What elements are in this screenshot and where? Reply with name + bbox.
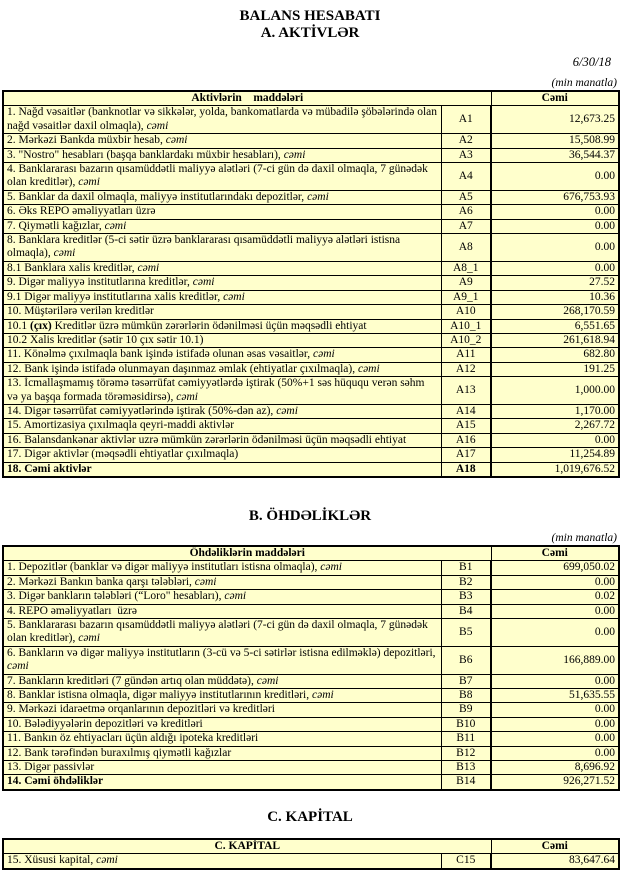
row-code: A11 [441,348,491,362]
row-code: B5 [441,619,491,647]
row-value: 0.00 [491,575,619,589]
row-label-text: 13. İcmallaşmamış törəmə təsərrüfat cəmiyyətlərdə iştirak (50%+1 səs hüququ verən səhm və ya başqa formada törəməsidirsə), [7,377,428,403]
row-label-text: (çıx) [30,319,52,332]
row-label-text: 2. Mərkəzi Bankda müxbir hesab, [7,134,166,147]
capital-table [2,838,620,870]
row-label-text: 14. Cəmi öhdəliklər [7,775,104,788]
row-code: A18 [441,462,491,477]
report-date: 6/30/18 [572,55,611,69]
row-value: 191.25 [491,362,619,376]
row-code: B2 [441,575,491,589]
row-label-text: 4. REPO əməliyyatları üzrə [7,604,137,617]
capital-header-label: C. KAPİTAL [3,839,491,854]
row-label [3,703,441,717]
table-row [3,319,619,333]
table-row [3,674,619,688]
row-label-text: 8. Banklara kreditlər (5-ci sətir üzrə banklararası qısamüddətli maliyyə alətləri istisna olmaqla), [7,234,403,260]
row-label-text: 8.1 Banklara xalis kreditlər, [7,261,138,274]
section-a-title: A. AKTİVLƏR [260,25,360,41]
capital-header-total: Cəmi [491,839,619,854]
table-row [3,732,619,746]
row-label-text: cəmi [192,276,215,289]
row-label-text: Kreditlər üzrə mümkün zərərlərin ödənilməsi üçün məqsədli ehtiyat [51,319,367,332]
row-value: 1,019,676.52 [491,462,619,477]
row-label [3,448,441,462]
table-row [3,163,619,191]
table-row [3,854,619,869]
row-label-text: cəmi [256,674,279,687]
table-row [3,604,619,618]
table-row [3,362,619,376]
row-value: 682.80 [491,348,619,362]
row-value: 0.00 [491,219,619,233]
table-row [3,448,619,462]
row-label-text: 8. Banklar istisna olmaqla, digər maliyyə institutlarının kreditləri, [7,689,313,702]
row-value: 699,050.02 [491,561,619,575]
row-label [3,290,441,304]
table-row [3,590,619,604]
row-label [3,646,441,674]
row-label-text: 15. Xüsusi kapital, [7,854,97,867]
liabilities-header-total: Cəmi [491,546,619,561]
assets-header-label: Aktivlərin maddələri [3,91,491,106]
row-label [3,561,441,575]
row-code: A12 [441,362,491,376]
row-code: B3 [441,590,491,604]
row-value: 1,000.00 [491,377,619,405]
row-code: B8 [441,689,491,703]
table-row [3,703,619,717]
table-row [3,433,619,447]
row-label-text: 1. Nağd vəsaitlər (banknotlar və sikkələr, yolda, bankomatlarda və mübadilə şöbələrində olan nağd vəsaitlər daxil olmaqla), [7,106,440,132]
row-label [3,746,441,760]
row-label-text: 12. Bank işində istifadə olunmayan daşınmaz əmlak (ehtiyatlar çıxılmaqla), [7,362,358,375]
row-value: 27.52 [491,276,619,290]
row-value: 2,267.72 [491,419,619,433]
row-label-text: 5. Banklar da daxil olmaqla, maliyyə institutlarındakı depozitlər, [7,190,308,203]
row-label-text: cəmi [78,632,100,645]
row-label-text: cəmi [283,148,306,161]
row-label-text: 10. Müştərilərə verilən kreditlər [7,305,154,318]
row-value: 0.00 [491,163,619,191]
unit-note-liabilities: (min manatla) [551,531,617,544]
row-value: 261,618.94 [491,333,619,347]
row-label-text: cəmi [146,119,169,132]
row-label-text: 1. Depozitlər (banklar və digər maliyyə institutları istisna olmaqla), [7,561,321,574]
row-label [3,689,441,703]
liabilities-header-row [3,546,619,561]
row-label-text: 10. Bələdiyyələrin depozitləri və kreditləri [7,717,203,730]
row-value: 8,696.92 [491,761,619,775]
row-label [3,462,441,477]
row-label-text: cəmi [194,575,217,588]
table-row [3,462,619,477]
table-row [3,261,619,275]
row-label-text: cəmi [104,219,127,232]
row-label-text: 4. Banklararası bazarın qısamüddətli maliyyə alətləri (7-ci gün də daxil olmaqla, 7 günədək olan kreditlər), [7,163,431,189]
row-code: B10 [441,717,491,731]
table-row [3,219,619,233]
row-label-text: cəmi [224,590,247,603]
row-value: 11,254.89 [491,448,619,462]
row-value: 166,889.00 [491,646,619,674]
row-label-text: 9. Digər maliyyə institutlarına kreditlər, [7,276,193,289]
row-value: 268,170.59 [491,305,619,319]
row-label [3,717,441,731]
row-label [3,433,441,447]
row-label [3,619,441,647]
row-code: B1 [441,561,491,575]
row-code: A10_1 [441,319,491,333]
row-label-text: 10.2 Xalis kreditlər (sətir 10 çıx sətir 10.1) [7,333,204,346]
unit-note-assets: (min manatla) [551,77,617,89]
row-label-text: 14. Digər təsərrüfat cəmiyyətlərində iştirak (50%-dən az), [7,404,277,417]
capital-heading: C. KAPİTAL [267,808,353,825]
row-value: 676,753.93 [491,190,619,204]
table-row [3,619,619,647]
table-row [3,290,619,304]
row-code: B11 [441,732,491,746]
table-row [3,646,619,674]
row-label [3,732,441,746]
row-label-text: 11. Bankın öz ehtiyacları üçün aldığı ipoteka kreditləri [7,732,259,745]
row-label-text: cəmi [53,247,76,260]
row-label-text: 9. Mərkəzi idarəetmə orqanlarının depozitləri və kreditləri [7,703,275,716]
row-label-text: 11. Könəlmə çıxılmaqla bank işində istifadə olunan əsas vəsaitlər, [7,348,314,361]
row-label [3,148,441,162]
table-row [3,761,619,775]
table-row [3,348,619,362]
row-value: 36,544.37 [491,148,619,162]
row-value: 83,647.64 [491,854,619,869]
row-label-text: cəmi [223,290,245,303]
table-row [3,561,619,575]
report-title-line1: BALANS HESABATI [239,8,381,24]
row-label-text: cəmi [78,176,100,189]
row-label-text: cəmi [7,660,29,673]
row-label [3,775,441,790]
row-label [3,604,441,618]
row-code: A8_1 [441,261,491,275]
table-row [3,234,619,262]
row-code: A9_1 [441,290,491,304]
row-label-text: cəmi [357,362,380,375]
assets-table [2,90,620,478]
row-label-text: 3. Digər bankların tələbləri (“Loro" hesabları), [7,590,225,603]
row-label-text: cəmi [96,854,118,867]
row-label [3,333,441,347]
row-code: B14 [441,775,491,790]
row-value: 0.00 [491,746,619,760]
row-label [3,205,441,219]
row-code: B6 [441,646,491,674]
row-label [3,761,441,775]
row-value: 0.02 [491,590,619,604]
row-label [3,348,441,362]
row-label-text: 18. Cəmi aktivlər [7,462,92,475]
row-label-text: cəmi [320,561,343,574]
row-label-text: 3. "Nostro" hesabları (başqa banklardakı müxbir hesabları), [7,148,284,161]
row-label [3,362,441,376]
assets-header-row [3,91,619,106]
row-value: 0.00 [491,703,619,717]
table-row [3,575,619,589]
row-value: 0.00 [491,717,619,731]
row-label [3,190,441,204]
row-value: 12,673.25 [491,106,619,134]
row-value: 0.00 [491,619,619,647]
row-code: A5 [441,190,491,204]
table-row [3,305,619,319]
assets-header-total: Cəmi [491,91,619,106]
row-label-text: cəmi [312,689,334,702]
row-code: A6 [441,205,491,219]
row-code: A4 [441,163,491,191]
row-label [3,854,441,869]
table-row [3,404,619,418]
row-value: 0.00 [491,604,619,618]
table-row [3,190,619,204]
row-value: 1,170.00 [491,404,619,418]
liabilities-table [2,545,620,791]
row-value: 0.00 [491,261,619,275]
row-label-text: 17. Digər aktivlər (məqsədli ehtiyatlar çıxılmaqla) [7,448,239,461]
report-title [0,0,620,42]
row-label-text: 6. Bankların və digər maliyyə institutların (3-cü və 5-ci sətirlər istisna edilməklə) depozitləri, [7,646,439,659]
row-value: 0.00 [491,674,619,688]
row-label [3,261,441,275]
row-label-text: cəmi [313,348,335,361]
row-value: 6,551.65 [491,319,619,333]
row-label-text: 15. Amortizasiya çıxılmaqla qeyri-maddi aktivlər [7,419,235,432]
row-label-text: 10.1 [7,319,30,332]
row-value: 0.00 [491,205,619,219]
table-row [3,333,619,347]
row-code: B9 [441,703,491,717]
row-label-text: 7. Bankların kreditləri (7 gündən artıq olan müddətə), [7,674,257,687]
row-value: 926,271.52 [491,775,619,790]
row-label-text: 9.1 Digər maliyyə institutlarına xalis kreditlər, [7,290,224,303]
row-code: B7 [441,674,491,688]
row-code: B12 [441,746,491,760]
row-value: 15,508.99 [491,134,619,148]
table-row [3,377,619,405]
row-value: 0.00 [491,732,619,746]
row-code: A1 [441,106,491,134]
table-row [3,205,619,219]
row-label-text: 2. Mərkəzi Bankın banka qarşı tələbləri, [7,575,195,588]
row-value: 10.36 [491,290,619,304]
row-code: C15 [441,854,491,869]
table-row [3,746,619,760]
row-code: A10 [441,305,491,319]
row-code: A9 [441,276,491,290]
row-label [3,575,441,589]
row-label [3,590,441,604]
row-value: 0.00 [491,433,619,447]
row-code: A2 [441,134,491,148]
row-code: A14 [441,404,491,418]
row-code: B13 [441,761,491,775]
row-label [3,276,441,290]
row-label [3,404,441,418]
capital-header-row [3,839,619,854]
row-label-text: 7. Qiymətli kağızlar, [7,219,105,232]
row-label-text: cəmi [307,190,329,203]
row-label-text: 16. Balansdankənar aktivlər uzrə mümkün zərərlərin ödənilməsi üçün məqsədli ehtiyat [7,433,407,446]
row-code: A8 [441,234,491,262]
liabilities-heading: B. ÖHDƏLİKLƏR [248,507,372,524]
row-value: 0.00 [491,234,619,262]
row-label-text: 13. Digər passivlər [7,761,95,774]
row-label [3,419,441,433]
row-label-text: cəmi [276,404,298,417]
table-row [3,689,619,703]
liabilities-header-label: Öhdəliklərin maddələri [3,546,491,561]
row-label [3,219,441,233]
row-code: A13 [441,377,491,405]
row-label-text: cəmi [176,390,198,403]
row-label [3,674,441,688]
row-code: A16 [441,433,491,447]
row-label [3,305,441,319]
row-label [3,134,441,148]
row-code: A7 [441,219,491,233]
table-row [3,148,619,162]
table-row [3,106,619,134]
table-row [3,134,619,148]
row-label-text: 6. Əks REPO əməliyyatları üzrə [7,205,156,218]
row-label-text: cəmi [137,261,160,274]
row-code: A10_2 [441,333,491,347]
table-row [3,775,619,790]
row-code: A15 [441,419,491,433]
row-label [3,106,441,134]
row-label [3,234,441,262]
table-row [3,717,619,731]
table-row [3,419,619,433]
table-row [3,276,619,290]
row-label [3,377,441,405]
row-label-text: 12. Bank tərəfindən buraxılmış qiymətli kağızlar [7,746,232,759]
row-label-text: 5. Banklararası bazarın qısamüddətli maliyyə alətləri (7-ci gün də daxil olmaqla, 7 günədək olan kreditlər), [7,619,431,645]
row-code: A3 [441,148,491,162]
row-label [3,319,441,333]
row-label [3,163,441,191]
row-code: B4 [441,604,491,618]
row-code: A17 [441,448,491,462]
row-value: 51,635.55 [491,689,619,703]
row-label-text: cəmi [165,134,188,147]
